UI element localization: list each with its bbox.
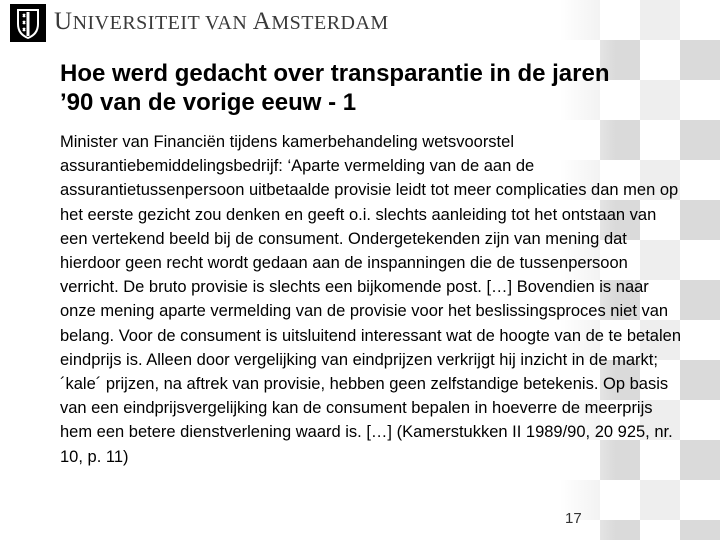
university-name-initial-1: U <box>54 8 73 35</box>
university-name <box>54 8 389 36</box>
page-number: 17 <box>565 510 582 527</box>
university-name-part-2: MSTERDAM <box>271 12 389 34</box>
slide-title-line-2: ’90 van de vorige eeuw - 1 <box>60 89 357 116</box>
slide-body-text: Minister van Financiën tijdens kamerbehandeling wetsvoorstel assurantiebemiddelingsbedrijf: ‘Aparte vermelding van de aan de assurantietussenpersoon uitbetaalde provisie leidt tot meer complicaties dan men op het eerste gezicht zou denken en geeft o.i. slechts aanleiding tot het ontstaan van een vertekend beeld bij de consument. Ondergetekenden zijn van mening dat hierdoor geen recht wordt gedaan aan de inspanningen die de tussenpersoon verricht. De bruto provisie is slechts een bijkomende post. […] Bovendien is naar onze mening aparte vermelding van de provisie voor het beslissingsproces niet van belang. Voor de consument is uitsluitend interessant wat de hoogte van de te betalen eindprijs is. Alleen door vergelijking van eindprijzen verkrijgt hij inzicht in de markt; ´kale´ prijzen, na aftrek van provisie, hebben geen zelfstandige betekenis. Op basis van een eindprijsvergelijking kan de consument bepalen in hoeverre de meerprijs hem een betere dienstverlening waard is. […] (Kamerstukken II 1989/90, 20 925, nr. 10, p. 11) <box>60 133 682 466</box>
university-crest-icon <box>10 4 46 42</box>
university-name-part-1: NIVERSITEIT VAN <box>72 12 253 34</box>
university-name-initial-2: A <box>252 8 272 35</box>
crest-graphic <box>10 4 46 42</box>
slide-title-line-1: Hoe werd gedacht over transparantie in de jaren <box>60 60 610 87</box>
slide-title <box>60 59 680 117</box>
